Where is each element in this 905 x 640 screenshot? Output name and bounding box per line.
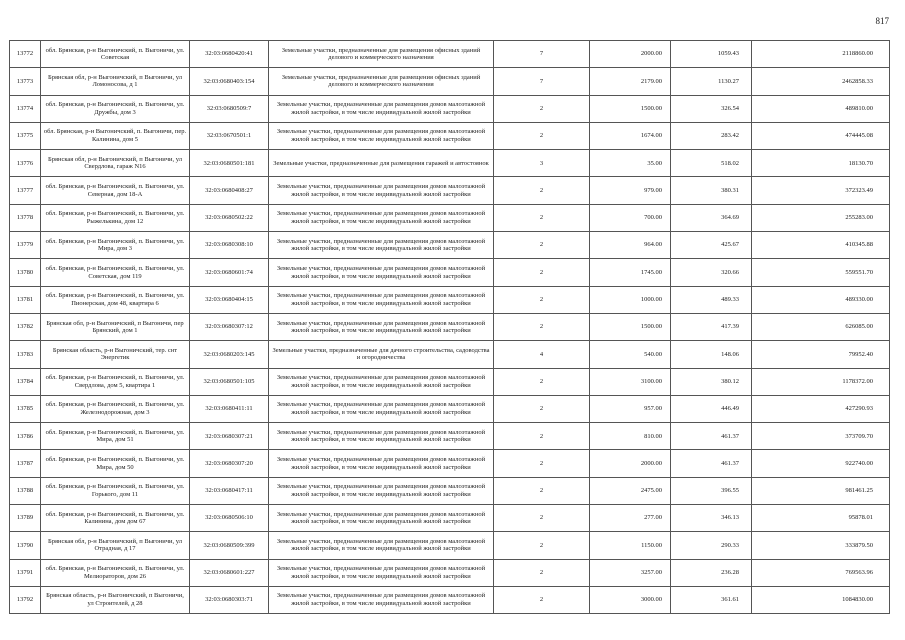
area-cell: 1000.00 bbox=[590, 286, 671, 313]
table-row bbox=[10, 559, 890, 586]
cadastral-number-cell: 32:03:0670501:1 bbox=[190, 122, 269, 149]
table-row bbox=[10, 259, 890, 286]
address-cell: обл. Брянская, р-н Выгоничский, п. Выгоничи, ул. Северная, дом 18-А bbox=[41, 177, 190, 204]
cadastral-number-cell: 32:03:0680303:71 bbox=[190, 586, 269, 613]
row-number: 13788 bbox=[10, 477, 41, 504]
address-cell: обл. Брянская, р-н Выгоничский, п. Выгоничи, ул. Горького, дом 11 bbox=[41, 477, 190, 504]
row-number: 13778 bbox=[10, 204, 41, 231]
address-cell: обл. Брянская, р-н Выгоничский, п. Выгоничи, пер. Калинина, дом 5 bbox=[41, 122, 190, 149]
cadastral-number-cell: 32:03:0680501:181 bbox=[190, 150, 269, 177]
cadastral-value-cell: 626085.00 bbox=[752, 313, 890, 340]
cadastral-number-cell: 32:03:0680307:20 bbox=[190, 450, 269, 477]
area-cell: 35.00 bbox=[590, 150, 671, 177]
address-cell: обл. Брянская, р-н Выгоничский, п. Выгоничи, ул. Рыжелькина, дом 12 bbox=[41, 204, 190, 231]
cadastral-number-cell: 32:03:0680307:12 bbox=[190, 313, 269, 340]
land-use-cell: Земельные участки, предназначенные для размещения домов малоэтажной жилой застройки, в том числе индивидуальной жилой застройки bbox=[269, 259, 494, 286]
group-cell: 2 bbox=[494, 286, 590, 313]
group-cell: 2 bbox=[494, 586, 590, 613]
area-cell: 540.00 bbox=[590, 341, 671, 368]
specific-value-cell: 380.31 bbox=[671, 177, 752, 204]
area-cell: 2000.00 bbox=[590, 450, 671, 477]
specific-value-cell: 320.66 bbox=[671, 259, 752, 286]
cadastral-value-cell: 1084830.00 bbox=[752, 586, 890, 613]
row-number: 13790 bbox=[10, 532, 41, 559]
row-number: 13789 bbox=[10, 505, 41, 532]
specific-value-cell: 461.37 bbox=[671, 423, 752, 450]
land-use-cell: Земельные участки, предназначенные для дачного строительства, садоводства и огородничества bbox=[269, 341, 494, 368]
cadastral-value-cell: 372323.49 bbox=[752, 177, 890, 204]
specific-value-cell: 396.55 bbox=[671, 477, 752, 504]
group-cell: 2 bbox=[494, 423, 590, 450]
cadastral-value-cell: 489810.00 bbox=[752, 95, 890, 122]
table-row bbox=[10, 423, 890, 450]
cadastral-value-cell: 427290.93 bbox=[752, 395, 890, 422]
specific-value-cell: 489.33 bbox=[671, 286, 752, 313]
specific-value-cell: 290.33 bbox=[671, 532, 752, 559]
table-row bbox=[10, 286, 890, 313]
area-cell: 1150.00 bbox=[590, 532, 671, 559]
cadastral-value-cell: 95878.01 bbox=[752, 505, 890, 532]
address-cell: Брянская обл, р-н Выгоничский, п Выгоничи, ул Свердлова, гараж N16 bbox=[41, 150, 190, 177]
row-number: 13773 bbox=[10, 68, 41, 95]
table-row bbox=[10, 477, 890, 504]
cadastral-number-cell: 32:03:0680601:227 bbox=[190, 559, 269, 586]
table-row bbox=[10, 341, 890, 368]
group-cell: 2 bbox=[494, 95, 590, 122]
address-cell: Брянская обл, р-н Выгоничский, п Выгоничи, пер Брянский, дом 1 bbox=[41, 313, 190, 340]
table-row bbox=[10, 95, 890, 122]
address-cell: обл. Брянская, р-н Выгоничский, п. Выгоничи, ул. Мира, дом 3 bbox=[41, 232, 190, 259]
row-number: 13783 bbox=[10, 341, 41, 368]
area-cell: 1500.00 bbox=[590, 95, 671, 122]
cadastral-number-cell: 32:03:0680420:41 bbox=[190, 41, 269, 68]
address-cell: обл. Брянская, р-н Выгоничский, п. Выгоничи, ул. Советская, дом 119 bbox=[41, 259, 190, 286]
address-cell: обл. Брянская, р-н Выгоничский, п. Выгоничи, ул. Мелиораторов, дом 26 bbox=[41, 559, 190, 586]
group-cell: 2 bbox=[494, 368, 590, 395]
cadastral-value-cell: 255283.00 bbox=[752, 204, 890, 231]
address-cell: обл. Брянская, р-н Выгоничский, п. Выгоничи, ул. Пионерская, дом 48, квартира 6 bbox=[41, 286, 190, 313]
cadastral-number-cell: 32:03:0680509:399 bbox=[190, 532, 269, 559]
cadastral-value-cell: 474445.08 bbox=[752, 122, 890, 149]
specific-value-cell: 1130.27 bbox=[671, 68, 752, 95]
cadastral-number-cell: 32:03:0680408:27 bbox=[190, 177, 269, 204]
specific-value-cell: 417.39 bbox=[671, 313, 752, 340]
area-cell: 964.00 bbox=[590, 232, 671, 259]
cadastral-value-cell: 410345.88 bbox=[752, 232, 890, 259]
table-row bbox=[10, 41, 890, 68]
table-row bbox=[10, 505, 890, 532]
land-use-cell: Земельные участки, предназначенные для размещения домов малоэтажной жилой застройки, в том числе индивидуальной жилой застройки bbox=[269, 286, 494, 313]
row-number: 13784 bbox=[10, 368, 41, 395]
specific-value-cell: 148.06 bbox=[671, 341, 752, 368]
group-cell: 2 bbox=[494, 259, 590, 286]
group-cell: 2 bbox=[494, 505, 590, 532]
specific-value-cell: 1059.43 bbox=[671, 41, 752, 68]
area-cell: 2000.00 bbox=[590, 41, 671, 68]
cadastral-value-cell: 1178372.00 bbox=[752, 368, 890, 395]
land-use-cell: Земельные участки, предназначенные для размещения домов малоэтажной жилой застройки, в том числе индивидуальной жилой застройки bbox=[269, 532, 494, 559]
address-cell: обл. Брянская, р-н Выгоничский, п. Выгоничи, ул. Дружбы, дом 3 bbox=[41, 95, 190, 122]
cadastral-number-cell: 32:03:0680203:145 bbox=[190, 341, 269, 368]
group-cell: 2 bbox=[494, 232, 590, 259]
cadastral-value-cell: 559551.70 bbox=[752, 259, 890, 286]
cadastral-number-cell: 32:03:0680502:22 bbox=[190, 204, 269, 231]
cadastral-number-cell: 32:03:0680307:21 bbox=[190, 423, 269, 450]
address-cell: обл. Брянская, р-н Выгоничский, п. Выгоничи, ул. Мира, дом 51 bbox=[41, 423, 190, 450]
land-use-cell: Земельные участки, предназначенные для размещения домов малоэтажной жилой застройки, в том числе индивидуальной жилой застройки bbox=[269, 204, 494, 231]
cadastral-value-cell: 333879.50 bbox=[752, 532, 890, 559]
specific-value-cell: 326.54 bbox=[671, 95, 752, 122]
specific-value-cell: 380.12 bbox=[671, 368, 752, 395]
land-use-cell: Земельные участки, предназначенные для размещения домов малоэтажной жилой застройки, в том числе индивидуальной жилой застройки bbox=[269, 450, 494, 477]
group-cell: 2 bbox=[494, 532, 590, 559]
cadastral-number-cell: 32:03:0680411:11 bbox=[190, 395, 269, 422]
cadastral-number-cell: 32:03:0680506:10 bbox=[190, 505, 269, 532]
group-cell: 2 bbox=[494, 204, 590, 231]
cadastral-number-cell: 32:03:0680417:11 bbox=[190, 477, 269, 504]
row-number: 13792 bbox=[10, 586, 41, 613]
row-number: 13775 bbox=[10, 122, 41, 149]
specific-value-cell: 446.49 bbox=[671, 395, 752, 422]
specific-value-cell: 346.13 bbox=[671, 505, 752, 532]
area-cell: 2179.00 bbox=[590, 68, 671, 95]
area-cell: 277.00 bbox=[590, 505, 671, 532]
row-number: 13791 bbox=[10, 559, 41, 586]
table-row bbox=[10, 532, 890, 559]
land-use-cell: Земельные участки, предназначенные для размещения домов малоэтажной жилой застройки, в том числе индивидуальной жилой застройки bbox=[269, 95, 494, 122]
cadastral-value-cell: 981461.25 bbox=[752, 477, 890, 504]
table-row bbox=[10, 122, 890, 149]
row-number: 13786 bbox=[10, 423, 41, 450]
row-number: 13782 bbox=[10, 313, 41, 340]
specific-value-cell: 461.37 bbox=[671, 450, 752, 477]
group-cell: 4 bbox=[494, 341, 590, 368]
cadastral-value-cell: 373709.70 bbox=[752, 423, 890, 450]
group-cell: 2 bbox=[494, 395, 590, 422]
table-row bbox=[10, 177, 890, 204]
land-use-cell: Земельные участки, предназначенные для размещения домов малоэтажной жилой застройки, в том числе индивидуальной жилой застройки bbox=[269, 395, 494, 422]
land-use-cell: Земельные участки, предназначенные для размещения домов малоэтажной жилой застройки, в том числе индивидуальной жилой застройки bbox=[269, 477, 494, 504]
group-cell: 7 bbox=[494, 41, 590, 68]
cadastral-number-cell: 32:03:0680601:74 bbox=[190, 259, 269, 286]
land-use-cell: Земельные участки, предназначенные для размещения офисных зданий делового и коммерческого назначения bbox=[269, 41, 494, 68]
row-number: 13777 bbox=[10, 177, 41, 204]
row-number: 13776 bbox=[10, 150, 41, 177]
row-number: 13787 bbox=[10, 450, 41, 477]
address-cell: Брянская область, р-н Выгоничский, тер. снт Энергетик bbox=[41, 341, 190, 368]
specific-value-cell: 364.69 bbox=[671, 204, 752, 231]
table-row bbox=[10, 204, 890, 231]
address-cell: обл. Брянская, р-н Выгоничский, п. Выгоничи, ул. Мира, дом 50 bbox=[41, 450, 190, 477]
group-cell: 7 bbox=[494, 68, 590, 95]
land-use-cell: Земельные участки, предназначенные для размещения домов малоэтажной жилой застройки, в том числе индивидуальной жилой застройки bbox=[269, 505, 494, 532]
cadastral-value-cell: 922740.00 bbox=[752, 450, 890, 477]
group-cell: 2 bbox=[494, 177, 590, 204]
group-cell: 2 bbox=[494, 313, 590, 340]
specific-value-cell: 283.42 bbox=[671, 122, 752, 149]
area-cell: 957.00 bbox=[590, 395, 671, 422]
area-cell: 1500.00 bbox=[590, 313, 671, 340]
cadastral-number-cell: 32:03:0680403:154 bbox=[190, 68, 269, 95]
address-cell: обл. Брянская, р-н Выгоничский, п. Выгоничи, ул. Калинина, дом дом 67 bbox=[41, 505, 190, 532]
land-use-cell: Земельные участки, предназначенные для размещения домов малоэтажной жилой застройки, в том числе индивидуальной жилой застройки bbox=[269, 586, 494, 613]
cadastral-number-cell: 32:03:0680501:105 bbox=[190, 368, 269, 395]
row-number: 13781 bbox=[10, 286, 41, 313]
row-number: 13785 bbox=[10, 395, 41, 422]
area-cell: 700.00 bbox=[590, 204, 671, 231]
group-cell: 2 bbox=[494, 122, 590, 149]
land-use-cell: Земельные участки, предназначенные для размещения домов малоэтажной жилой застройки, в том числе индивидуальной жилой застройки bbox=[269, 368, 494, 395]
group-cell: 2 bbox=[494, 477, 590, 504]
cadastral-value-table bbox=[9, 40, 890, 614]
area-cell: 3000.00 bbox=[590, 586, 671, 613]
table-row bbox=[10, 586, 890, 613]
cadastral-number-cell: 32:03:0680404:15 bbox=[190, 286, 269, 313]
area-cell: 3257.00 bbox=[590, 559, 671, 586]
area-cell: 1674.00 bbox=[590, 122, 671, 149]
land-use-cell: Земельные участки, предназначенные для размещения домов малоэтажной жилой застройки, в том числе индивидуальной жилой застройки bbox=[269, 313, 494, 340]
address-cell: обл. Брянская, р-н Выгоничский, п. Выгоничи, ул. Свердлова, дом 5, квартира 1 bbox=[41, 368, 190, 395]
specific-value-cell: 425.67 bbox=[671, 232, 752, 259]
area-cell: 3100.00 bbox=[590, 368, 671, 395]
cadastral-value-cell: 2462858.33 bbox=[752, 68, 890, 95]
table-row bbox=[10, 395, 890, 422]
address-cell: обл. Брянская, р-н Выгоничский, п. Выгоничи, ул. Советская bbox=[41, 41, 190, 68]
row-number: 13779 bbox=[10, 232, 41, 259]
land-use-cell: Земельные участки, предназначенные для размещения домов малоэтажной жилой застройки, в том числе индивидуальной жилой застройки bbox=[269, 423, 494, 450]
table-row bbox=[10, 150, 890, 177]
cadastral-value-cell: 489330.00 bbox=[752, 286, 890, 313]
group-cell: 3 bbox=[494, 150, 590, 177]
address-cell: Брянская обл, р-н Выгоничский, п Выгоничи, ул Отрадная, д 17 bbox=[41, 532, 190, 559]
table-row bbox=[10, 68, 890, 95]
land-use-cell: Земельные участки, предназначенные для размещения домов малоэтажной жилой застройки, в том числе индивидуальной жилой застройки bbox=[269, 177, 494, 204]
cadastral-value-cell: 18130.70 bbox=[752, 150, 890, 177]
area-cell: 810.00 bbox=[590, 423, 671, 450]
page-number: 817 bbox=[875, 16, 889, 26]
land-use-cell: Земельные участки, предназначенные для размещения домов малоэтажной жилой застройки, в том числе индивидуальной жилой застройки bbox=[269, 122, 494, 149]
row-number: 13774 bbox=[10, 95, 41, 122]
address-cell: Брянская обл, р-н Выгоничский, п Выгоничи, ул Ломоносова, д 1 bbox=[41, 68, 190, 95]
table-row bbox=[10, 450, 890, 477]
row-number: 13772 bbox=[10, 41, 41, 68]
table-row bbox=[10, 313, 890, 340]
specific-value-cell: 361.61 bbox=[671, 586, 752, 613]
specific-value-cell: 518.02 bbox=[671, 150, 752, 177]
table-row bbox=[10, 232, 890, 259]
row-number: 13780 bbox=[10, 259, 41, 286]
cadastral-number-cell: 32:03:0680509:7 bbox=[190, 95, 269, 122]
specific-value-cell: 236.28 bbox=[671, 559, 752, 586]
table-row bbox=[10, 368, 890, 395]
cadastral-value-cell: 79952.40 bbox=[752, 341, 890, 368]
area-cell: 1745.00 bbox=[590, 259, 671, 286]
cadastral-value-cell: 769563.96 bbox=[752, 559, 890, 586]
group-cell: 2 bbox=[494, 450, 590, 477]
cadastral-value-cell: 2118860.00 bbox=[752, 41, 890, 68]
address-cell: обл. Брянская, р-н Выгоничский, п. Выгоничи, ул. Железнодорожная, дом 3 bbox=[41, 395, 190, 422]
area-cell: 2475.00 bbox=[590, 477, 671, 504]
land-use-cell: Земельные участки, предназначенные для размещения домов малоэтажной жилой застройки, в том числе индивидуальной жилой застройки bbox=[269, 559, 494, 586]
land-use-cell: Земельные участки, предназначенные для размещения гаражей и автостоянок bbox=[269, 150, 494, 177]
land-use-cell: Земельные участки, предназначенные для размещения офисных зданий делового и коммерческого назначения bbox=[269, 68, 494, 95]
cadastral-number-cell: 32:03:0680308:10 bbox=[190, 232, 269, 259]
land-use-cell: Земельные участки, предназначенные для размещения домов малоэтажной жилой застройки, в том числе индивидуальной жилой застройки bbox=[269, 232, 494, 259]
address-cell: Брянская область, р-н Выгоничский, п Выгоничи, ул Строителей, д 28 bbox=[41, 586, 190, 613]
area-cell: 979.00 bbox=[590, 177, 671, 204]
group-cell: 2 bbox=[494, 559, 590, 586]
